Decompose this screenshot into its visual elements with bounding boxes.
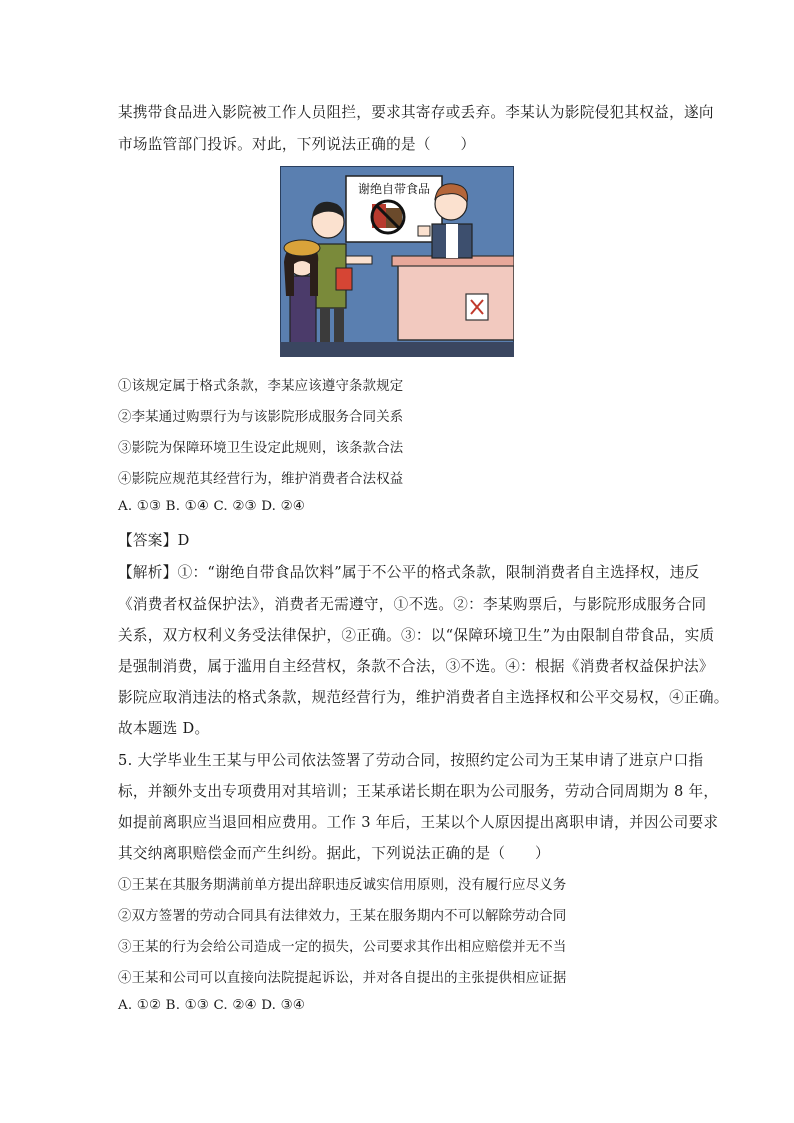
q5-option-3: ③王某的行为会给公司造成一定的损失，公司要求其作出相应赔偿并无不当 bbox=[118, 940, 567, 955]
q5-stem-line-2: 标，并额外支出专项费用对其培训；王某承诺长期在职为公司服务，劳动合同周期为 8 年， bbox=[118, 783, 719, 800]
q4-option-1: ①该规定属于格式条款，李某应该遵守条款规定 bbox=[118, 379, 404, 394]
no-entry-sign-icon bbox=[466, 294, 488, 320]
q5-option-4: ④王某和公司可以直接向法院提起诉讼，并对各自提出的主张提供相应证据 bbox=[118, 971, 567, 986]
sign-text: 谢绝自带食品 bbox=[357, 182, 431, 196]
q4-analysis-line-4: 是强制消费，属于滥用自主经营权，条款不合法，③不选。④：根据《消费者权益保护法》 bbox=[118, 658, 714, 675]
q4-stem-line-2: 市场监管部门投诉。对此，下列说法正确的是（ ） bbox=[118, 136, 476, 153]
q5-stem-line-4: 其交纳离职赔偿金而产生纠纷。据此，下列说法正确的是（ ） bbox=[118, 845, 550, 862]
q4-option-2: ②李某通过购票行为与该影院形成服务合同关系 bbox=[118, 410, 404, 425]
q4-analysis-line-1: 【解析】①：“谢绝自带食品饮料”属于不公平的格式条款，限制消费者自主选择权，违反 bbox=[118, 564, 700, 581]
q4-analysis-line-2: 《消费者权益保护法》，消费者无需遵守，①不选。②：李某购票后，与影院形成服务合同 bbox=[118, 596, 707, 613]
q5-option-1: ①王某在其服务期满前单方提出辞职违反诚实信用原则，没有履行应尽义务 bbox=[118, 878, 567, 893]
q5-stem-line-1: 5. 大学毕业生王某与甲公司依法签署了劳动合同，按照约定公司为王某申请了进京户口指 bbox=[118, 752, 704, 769]
cinema-illustration bbox=[280, 166, 514, 357]
q4-option-4: ④影院应规范其经营行为，维护消费者合法权益 bbox=[118, 472, 404, 487]
q4-analysis-line-3: 关系，双方权利义务受法律保护，②正确。③：以“保障环境卫生”为由限制自带食品，实质 bbox=[118, 627, 715, 644]
q4-stem-line-1: 某携带食品进入影院被工作人员阻拦，要求其寄存或丢弃。李某认为影院侵犯其权益，遂向 bbox=[118, 104, 714, 121]
q5-choices: A. ①② B. ①③ C. ②④ D. ③④ bbox=[118, 998, 305, 1013]
q5-option-2: ②双方签署的劳动合同具有法律效力，王某在服务期内不可以解除劳动合同 bbox=[118, 909, 567, 924]
q4-choices: A. ①③ B. ①④ C. ②③ D. ②④ bbox=[118, 499, 305, 514]
q4-analysis-line-6: 故本题选 D。 bbox=[118, 720, 210, 737]
q4-analysis-line-5: 影院应取消违法的格式条款，规范经营行为，维护消费者自主选择权和公平交易权，④正确。 bbox=[118, 689, 729, 706]
q5-stem-line-3: 如提前离职应当退回相应费用。工作 3 年后，王某以个人原因提出离职申请，并因公司要求 bbox=[118, 814, 719, 831]
q4-option-3: ③影院为保障环境卫生设定此规则，该条款合法 bbox=[118, 441, 404, 456]
q4-answer: 【答案】D bbox=[118, 532, 190, 549]
